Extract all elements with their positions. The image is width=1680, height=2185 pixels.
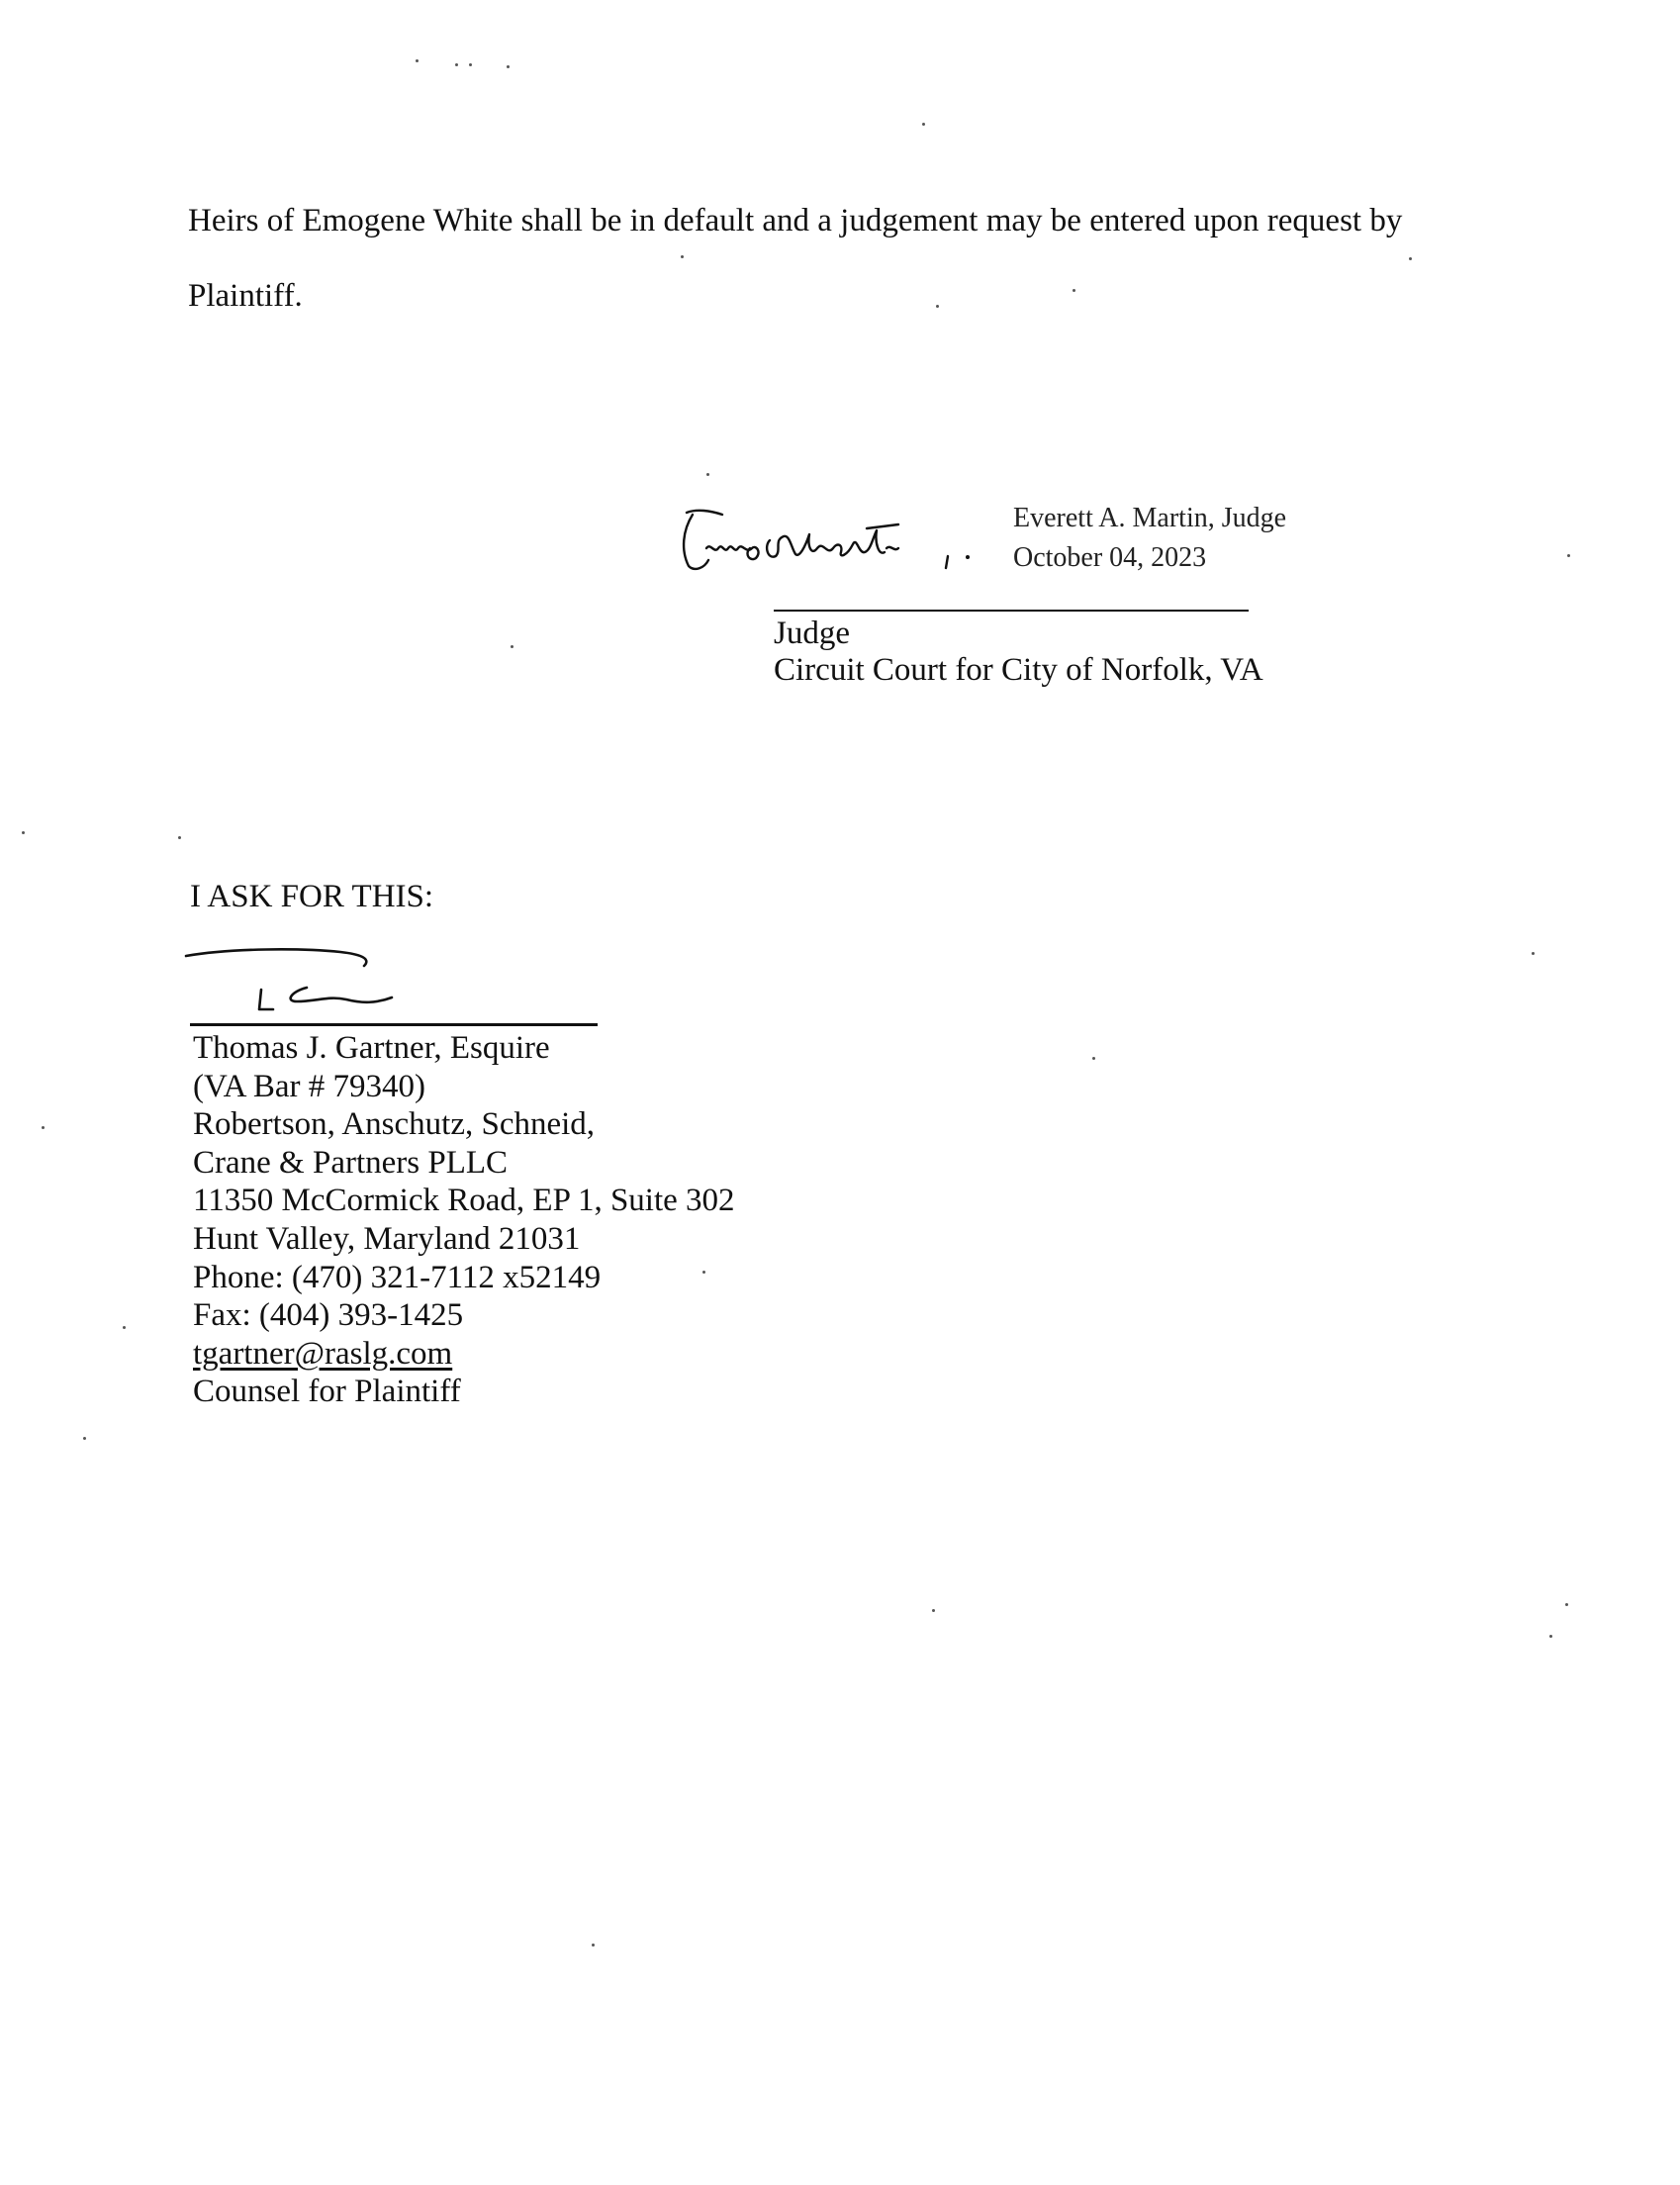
- counsel-name: Thomas J. Gartner, Esquire: [193, 1030, 550, 1066]
- counsel-signature: [182, 940, 439, 1029]
- counsel-role: Counsel for Plaintiff: [193, 1374, 461, 1410]
- counsel-phone: Phone: (470) 321-7112 x52149: [193, 1259, 602, 1295]
- counsel-address-line-2: Hunt Valley, Maryland 21031: [193, 1221, 581, 1257]
- counsel-bar-number: (VA Bar # 79340): [193, 1068, 425, 1104]
- counsel-fax: Fax: (404) 393-1425: [193, 1297, 464, 1334]
- judge-stamp-name: Everett A. Martin, Judge: [1013, 503, 1287, 533]
- judge-signature-line: [774, 610, 1249, 612]
- order-paragraph-line-2: Plaintiff.: [188, 278, 303, 314]
- counsel-email-link[interactable]: tgartner@raslg.com: [193, 1335, 453, 1372]
- counsel-signature-line: [190, 1023, 598, 1026]
- court-name: Circuit Court for City of Norfolk, VA: [774, 652, 1263, 688]
- judge-signature-caption: Judge: [774, 616, 850, 651]
- judge-signature: [679, 507, 995, 586]
- counsel-firm-line-2: Crane & Partners PLLC: [193, 1144, 509, 1181]
- judge-stamp-date: October 04, 2023: [1013, 542, 1207, 573]
- order-paragraph-line-1: Heirs of Emogene White shall be in default and a judgement may be entered upon request by: [188, 203, 1403, 238]
- counsel-firm-line-1: Robertson, Anschutz, Schneid,: [193, 1106, 596, 1143]
- request-heading: I ASK FOR THIS:: [190, 879, 434, 914]
- counsel-address-line-1: 11350 McCormick Road, EP 1, Suite 302: [193, 1183, 735, 1219]
